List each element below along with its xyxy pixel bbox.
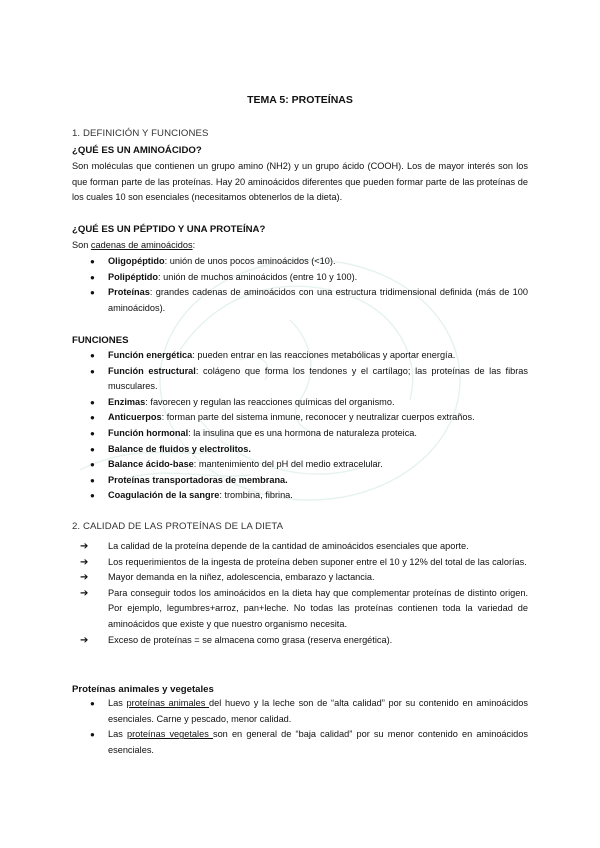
- term: Balance de fluidos y electrolitos.: [108, 443, 251, 454]
- list-item: [90, 254, 528, 270]
- intro-underlined: cadenas de aminoácidos: [90, 240, 193, 250]
- underlined-term: proteínas animales: [126, 698, 210, 708]
- subsection-heading: Proteínas animales y vegetales: [72, 684, 214, 695]
- term: Coagulación de la sangre: [108, 490, 220, 501]
- definition: : forman parte del sistema inmune, reconocer y neutralizar cuerpos extraños.: [161, 412, 475, 423]
- term: Oligopéptido: [108, 256, 165, 266]
- term: Enzimas: [108, 396, 146, 407]
- peptide-list: [90, 254, 528, 316]
- functions-heading: FUNCIONES: [72, 335, 129, 346]
- term: Función hormonal: [108, 427, 189, 438]
- list-item: [90, 488, 528, 504]
- intro-text: Son: [72, 240, 91, 250]
- question-aminoacid: ¿QUÉ ES UN AMINOÁCIDO?: [72, 145, 202, 156]
- definition: : unión de muchos aminoácidos (entre 10 y 100).: [158, 271, 358, 282]
- section1-heading: 1. DEFINICIÓN Y FUNCIONES: [72, 128, 209, 139]
- definition: : unión de unos pocos aminoácidos (<10).: [164, 256, 336, 266]
- definition: : trombina, fibrina.: [219, 490, 293, 501]
- definition: : grandes cadenas de aminoácidos con una estructura tridimensional definida (más de 100 aminoácidos).: [108, 287, 528, 313]
- functions-list: [90, 348, 528, 504]
- term: Proteínas: [108, 287, 150, 298]
- protein-source-list: [90, 696, 528, 758]
- text: son en general de “baja calidad” por su menor contenido en aminoácidos esenciales.: [108, 729, 528, 755]
- list-item: [90, 442, 528, 458]
- list-item: ➔ Los requerimientos de la ingesta de proteína deben suponer entre el 10 y 12% del total de las calorías.: [80, 555, 528, 571]
- text: del huevo y la leche son de “alta calidad” por su contenido en aminoácidos esenciales. Carne y pescado, menor calidad.: [108, 698, 528, 724]
- term: Función estructural: [108, 365, 196, 376]
- list-item: ➔ Para conseguir todos los aminoácidos en la dieta hay que complementar proteínas de distinto origen. Por ejemplo, legumbres+arroz, pan+leche. No todas las proteínas contienen toda la variedad de aminoácidos que existe y que nuestro organismo necesita.: [80, 586, 528, 633]
- page-title: TEMA 5: PROTEÍNAS: [247, 94, 353, 106]
- definition: : la insulina que es una hormona de naturaleza proteica.: [188, 427, 417, 438]
- list-item: [90, 410, 528, 426]
- aminoacid-paragraph: Son moléculas que contienen un grupo amino (NH2) y un grupo ácido (COOH). Los de mayor interés son los que forman parte de las proteínas. Hay 20 aminoácidos diferentes que pueden formar parte de las proteínas de los cuales 10 son esenciales (necesitamos obtenerlos de la dieta).: [72, 161, 528, 203]
- list-item: [90, 473, 528, 489]
- definition: : mantenimiento del pH del medio extracelular.: [193, 459, 383, 470]
- text: Las: [108, 698, 127, 708]
- list-item: [90, 727, 528, 758]
- intro-colon: :: [192, 240, 196, 250]
- definition: : pueden entrar en las reacciones metabólicas y aportar energía.: [192, 350, 456, 360]
- peptide-intro: [72, 238, 528, 254]
- definition: : colágeno que forma los tendones y el cartílago; las proteínas de las fibras musculares.: [108, 365, 528, 392]
- list-item: [90, 696, 528, 727]
- list-item: ➔ Exceso de proteínas = se almacena como grasa (reserva energética).: [80, 633, 528, 649]
- list-item: ➔ La calidad de la proteína depende de la cantidad de aminoácidos esenciales que aporte.: [80, 539, 528, 555]
- definition: : favorecen y regulan las reacciones químicas del organismo.: [145, 396, 395, 407]
- quality-list: [80, 539, 528, 648]
- term: Polipéptido: [108, 271, 159, 282]
- list-item: [90, 395, 528, 411]
- underlined-term: proteínas vegetales: [126, 729, 213, 740]
- list-item: [90, 457, 528, 473]
- question-peptide: ¿QUÉ ES UN PÉPTIDO Y UNA PROTEÍNA?: [72, 224, 266, 235]
- list-item: [90, 364, 528, 395]
- term: Proteínas transportadoras de membrana.: [108, 474, 288, 485]
- list-item: [90, 270, 528, 286]
- term: Anticuerpos: [108, 412, 162, 423]
- list-item: [90, 348, 528, 364]
- term: Función energética: [108, 350, 193, 360]
- term: Balance ácido-base: [108, 459, 194, 470]
- section2-heading: 2. CALIDAD DE LAS PROTEÍNAS DE LA DIETA: [72, 521, 284, 532]
- list-item: ➔ Mayor demanda en la niñez, adolescencia, embarazo y lactancia.: [80, 570, 528, 586]
- text: Las: [108, 729, 127, 740]
- list-item: [90, 426, 528, 442]
- list-item: [90, 285, 528, 316]
